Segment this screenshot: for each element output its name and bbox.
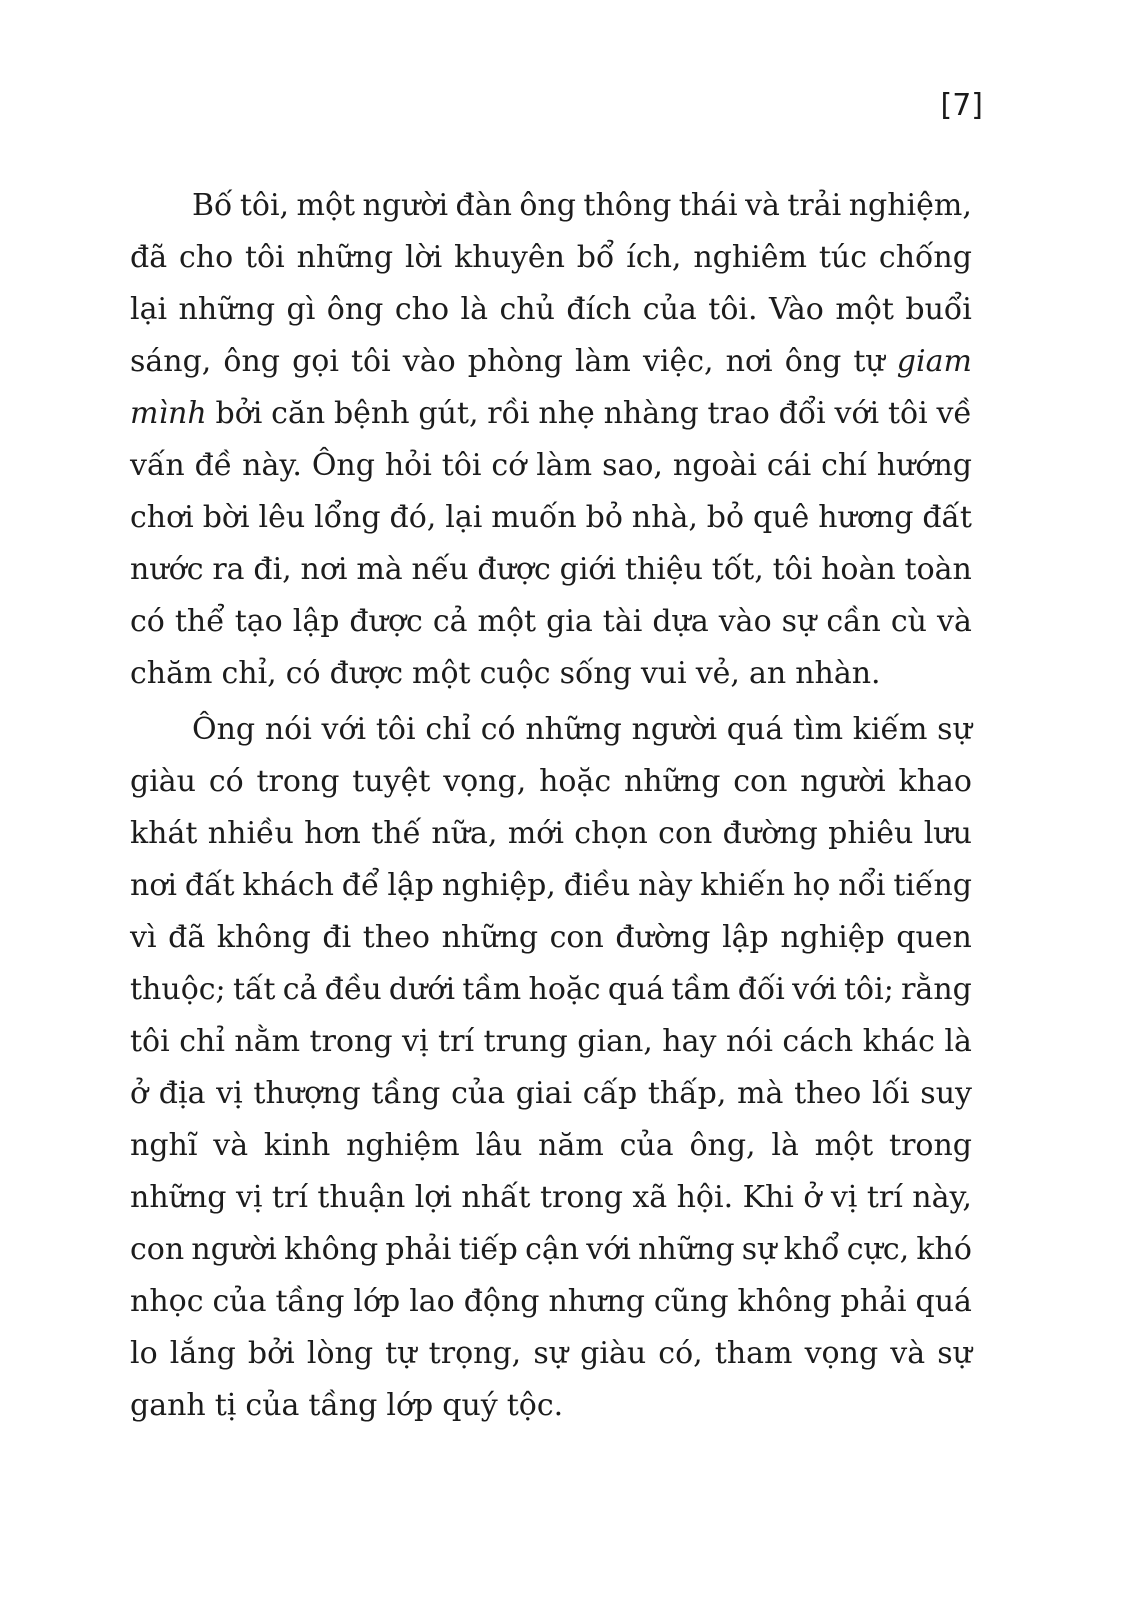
text-line: chăm chỉ, có được một cuộc sống vui vẻ, an nhàn. xyxy=(130,656,881,691)
text-line: lại những gì ông cho là chủ đích của tôi. Vào một buổi xyxy=(130,292,972,327)
text-line: đã cho tôi những lời khuyên bổ ích, nghiêm túc chống xyxy=(130,240,972,275)
text-line: vấn đề này. Ông hỏi tôi cớ làm sao, ngoài cái chí hướng xyxy=(130,448,972,483)
text-line: mình bởi căn bệnh gút, rồi nhẹ nhàng trao đổi với tôi về xyxy=(130,396,972,431)
text-line: Bố tôi, một người đàn ông thông thái và trải nghiệm, xyxy=(192,188,972,223)
text-line: Ông nói với tôi chỉ có những người quá tìm kiếm sự xyxy=(192,712,972,747)
text-line: nhọc của tầng lớp lao động nhưng cũng không phải quá xyxy=(130,1284,972,1319)
text-line: giàu có trong tuyệt vọng, hoặc những con người khao xyxy=(130,764,972,799)
paragraph-1 xyxy=(130,180,972,700)
text-line: nghĩ và kinh nghiệm lâu năm của ông, là một trong xyxy=(130,1128,972,1163)
text-line: lo lắng bởi lòng tự trọng, sự giàu có, tham vọng và sự xyxy=(130,1336,972,1371)
text-line: có thể tạo lập được cả một gia tài dựa vào sự cần cù và xyxy=(130,604,972,639)
text-line: nơi đất khách để lập nghiệp, điều này khiến họ nổi tiếng xyxy=(130,868,972,903)
text-line: tôi chỉ nằm trong vị trí trung gian, hay nói cách khác là xyxy=(130,1024,972,1059)
text-line: ganh tị của tầng lớp quý tộc. xyxy=(130,1388,564,1423)
text-line: nước ra đi, nơi mà nếu được giới thiệu tốt, tôi hoàn toàn xyxy=(130,552,972,587)
body-text xyxy=(130,180,972,1436)
page-number: [7] xyxy=(940,88,983,123)
text-line: thuộc; tất cả đều dưới tầm hoặc quá tầm đối với tôi; rằng xyxy=(130,972,972,1007)
text-line: sáng, ông gọi tôi vào phòng làm việc, nơi ông tự giam xyxy=(130,344,972,379)
text-line: con người không phải tiếp cận với những sự khổ cực, khó xyxy=(130,1232,972,1267)
text-line: vì đã không đi theo những con đường lập nghiệp quen xyxy=(130,920,972,955)
text-line: khát nhiều hơn thế nữa, mới chọn con đường phiêu lưu xyxy=(130,816,972,851)
text-line: chơi bời lêu lổng đó, lại muốn bỏ nhà, bỏ quê hương đất xyxy=(130,500,972,535)
text-line: ở địa vị thượng tầng của giai cấp thấp, mà theo lối suy xyxy=(130,1076,972,1111)
text-line: những vị trí thuận lợi nhất trong xã hội. Khi ở vị trí này, xyxy=(130,1180,972,1215)
paragraph-2 xyxy=(130,704,972,1432)
